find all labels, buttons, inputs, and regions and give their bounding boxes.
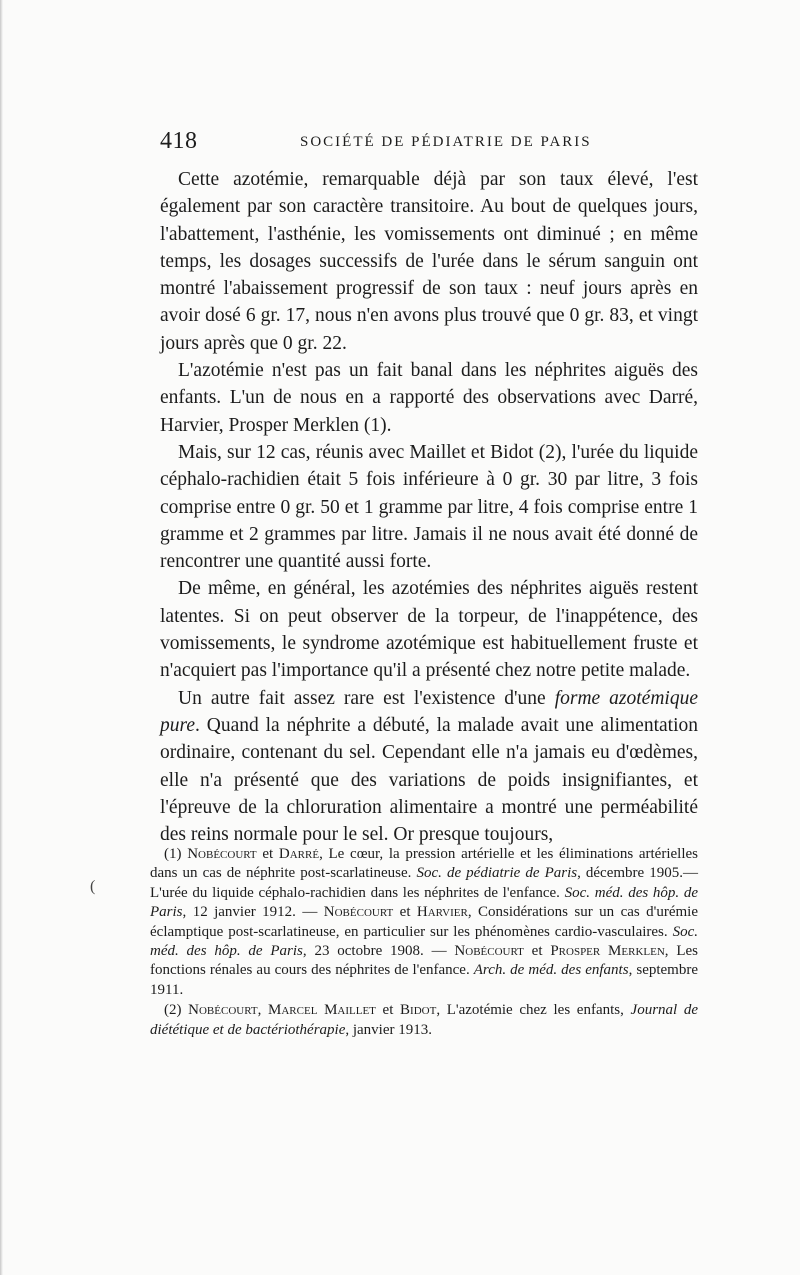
- text-run: et: [523, 943, 551, 960]
- text-run: , décembre 1905.— L'urée du liquide céphalo-rachidien dans les néphrites de l'enfance.: [150, 865, 698, 901]
- paragraph-5: [160, 685, 698, 849]
- text-run: L'azotémie n'est pas un fait banal dans les néphrites aiguës des enfants. L'un de nous en a rapporté des observations avec Darré, Harvier, Prosper Merklen (1).: [160, 360, 698, 436]
- text-run: , 12 janvier 1912. —: [182, 904, 324, 921]
- italic-text: Soc. méd. des hôp. de Paris: [150, 884, 698, 921]
- author-name: Nobécourt: [323, 904, 394, 921]
- author-name: Nobécourt: [187, 846, 257, 862]
- footnotes: [150, 845, 698, 1041]
- paragraph-2: [160, 357, 698, 439]
- text-run: et: [375, 1002, 401, 1019]
- text-run: , Considérations sur un cas d'urémie éclamptique post-scarlatineuse, en particulier sur les phénomènes cardio-vasculaires.: [150, 904, 698, 940]
- footnote-1: [150, 845, 698, 1000]
- text-run: Un autre fait assez rare est l'existence d'une: [178, 687, 555, 709]
- text-run: et: [256, 846, 279, 862]
- footnote-2: [150, 1001, 698, 1040]
- paragraph-1: [160, 166, 698, 357]
- running-title: SOCIÉTÉ DE PÉDIATRIE DE PARIS: [300, 134, 592, 150]
- author-name: Harvier: [416, 904, 468, 921]
- text-run: (2): [164, 1002, 189, 1019]
- margin-mark: (: [90, 878, 96, 895]
- text-run: , 23 octobre 1908. —: [302, 943, 455, 960]
- author-name: Darré: [278, 846, 320, 862]
- text-run: , Les fonctions rénales au cours des néphrites de l'enfance.: [150, 943, 698, 979]
- italic-text: Soc. méd. des hôp. de Paris: [150, 923, 698, 960]
- author-name: Marcel Maillet: [268, 1002, 376, 1019]
- text-run: Mais, sur 12 cas, réunis avec Maillet et Bidot (2), l'urée du liquide céphalo-rachidien était 5 fois inférieure à 0 gr. 30 par litre, 3 fois comprise entre 0 gr. 50 et 1 gramme par litre, 4 fois comprise entre 1 gramme et 2 grammes par litre. Jamais il ne nous avait été donné de rencontrer une quantité aussi forte.: [160, 441, 698, 573]
- paragraph-4: [160, 575, 698, 684]
- italic-text: forme azotémique pure: [160, 687, 698, 736]
- author-name: Bidot: [400, 1002, 437, 1019]
- author-name: Prosper Merklen: [550, 943, 665, 960]
- text-run: , L'azotémie chez les enfants,: [436, 1002, 631, 1019]
- body-text: [160, 166, 698, 848]
- italic-text: Arch. de méd. des enfants: [473, 962, 629, 979]
- text-run: ,: [257, 1002, 269, 1019]
- author-name: Nobécourt: [454, 943, 524, 960]
- text-run: , septembre 1911.: [150, 962, 699, 998]
- author-name: Nobécourt: [188, 1002, 258, 1019]
- text-run: . Quand la néphrite a débuté, la malade avait une alimentation ordinaire, contenant du sel. Cependant elle n'a jamais eu d'œdèmes, elle n'a présenté que des variations de poids insignifiantes, et l'épreuve de la chloruration alimentaire a montré une perméabilité des reins normale pour le sel. Or presque toujours,: [160, 714, 698, 846]
- italic-text: Journal de diététique et de bactériothérapie: [150, 1002, 699, 1038]
- text-run: , janvier 1913.: [345, 1021, 433, 1038]
- page-edge-shadow: [0, 0, 3, 1275]
- paragraph-3: [160, 439, 698, 575]
- page-number: 418: [160, 128, 198, 154]
- page-header: [160, 128, 700, 158]
- italic-text: Soc. de pédiatrie de Paris: [416, 865, 578, 882]
- text-run: et: [393, 904, 417, 921]
- text-run: , Le cœur, la pression artérielle et les éliminations artérielles dans un cas de néphrite post-scarlatineuse.: [150, 846, 698, 882]
- text-run: Cette azotémie, remarquable déjà par son taux élevé, l'est également par son caractère transitoire. Au bout de quelques jours, l'abattement, l'asthénie, les vomissements ont diminué ; en même temps, les dosages successifs de l'urée dans le sérum sanguin ont montré l'abaissement progressif de son taux : neuf jours après en avoir dosé 6 gr. 17, nous n'en avons plus trouvé que 0 gr. 83, et vingt jours après que 0 gr. 22.: [160, 169, 698, 354]
- text-run: De même, en général, les azotémies des néphrites aiguës restent latentes. Si on peut observer de la torpeur, de l'inappétence, des vomissements, le syndrome azotémique est habituellement fruste et n'acquiert pas l'importance qu'il a présenté chez notre petite malade.: [160, 578, 698, 682]
- text-run: (1): [164, 846, 188, 862]
